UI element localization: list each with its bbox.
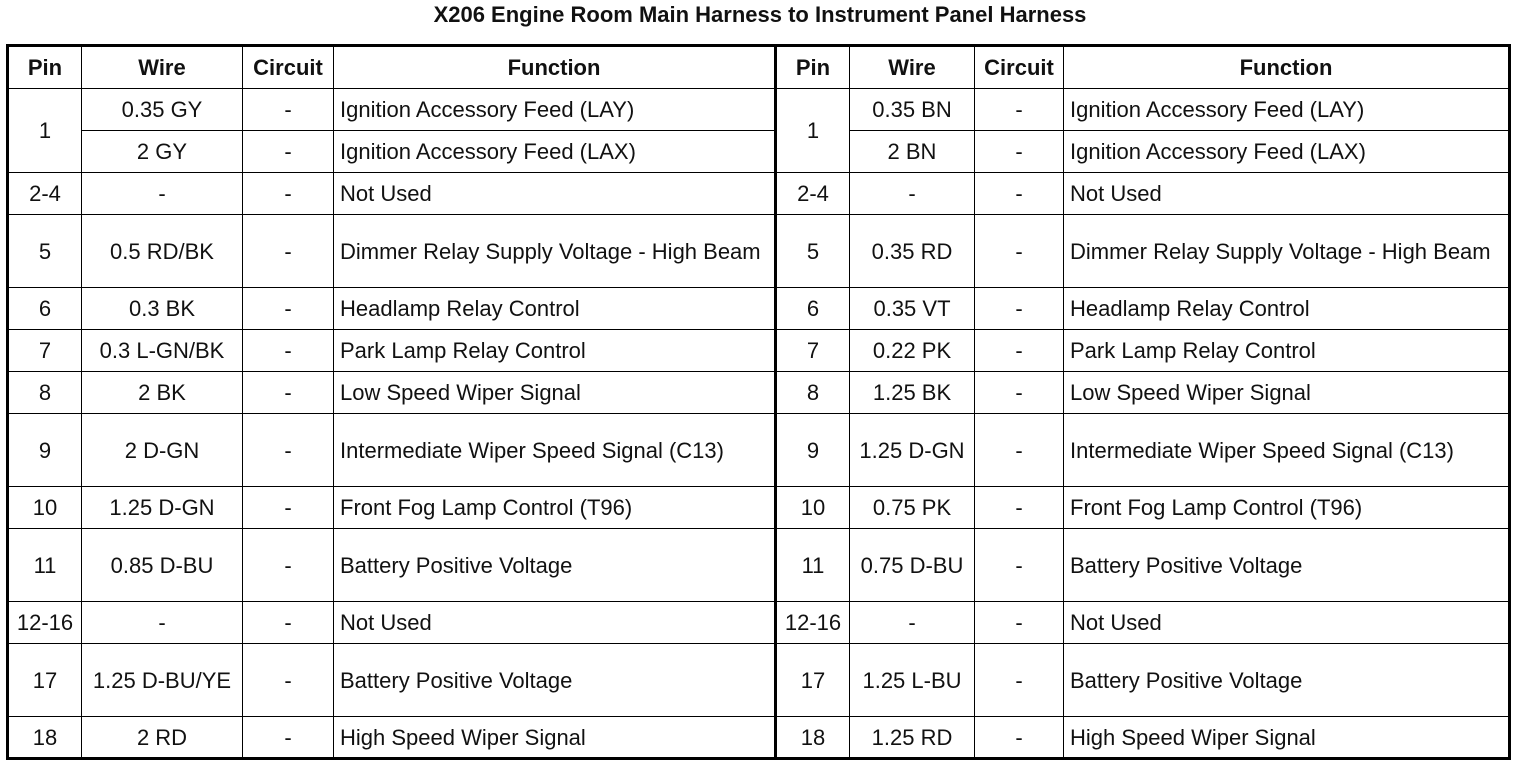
wire-cell: - (850, 602, 975, 644)
wire-cell: 1.25 RD (850, 717, 975, 759)
header-circuit: Circuit (243, 46, 334, 89)
pinout-table (6, 44, 1511, 760)
pin-cell: 1 (776, 89, 850, 173)
table-row (8, 173, 1510, 215)
circuit-cell: - (243, 487, 334, 529)
circuit-cell: - (243, 288, 334, 330)
table-row (8, 644, 1510, 717)
function-cell: Low Speed Wiper Signal (1064, 372, 1510, 414)
wire-cell: 2 D-GN (82, 414, 243, 487)
pin-cell: 9 (8, 414, 82, 487)
table-row (8, 717, 1510, 759)
function-cell: Headlamp Relay Control (334, 288, 776, 330)
table-row (8, 89, 1510, 131)
table-row (8, 372, 1510, 414)
circuit-cell: - (243, 330, 334, 372)
circuit-cell: - (975, 330, 1064, 372)
table-row (8, 602, 1510, 644)
table-row (8, 215, 1510, 288)
wire-cell: 0.35 BN (850, 89, 975, 131)
circuit-cell: - (243, 215, 334, 288)
wire-cell: 0.22 PK (850, 330, 975, 372)
wire-cell: 2 RD (82, 717, 243, 759)
circuit-cell: - (975, 529, 1064, 602)
circuit-cell: - (975, 131, 1064, 173)
pin-cell: 9 (776, 414, 850, 487)
wire-cell: 1.25 D-GN (850, 414, 975, 487)
function-cell: Dimmer Relay Supply Voltage - High Beam (334, 215, 776, 288)
header-pin: Pin (776, 46, 850, 89)
pin-cell: 10 (776, 487, 850, 529)
pin-cell: 17 (776, 644, 850, 717)
circuit-cell: - (243, 529, 334, 602)
pin-cell: 17 (8, 644, 82, 717)
circuit-cell: - (975, 602, 1064, 644)
circuit-cell: - (975, 89, 1064, 131)
function-cell: Ignition Accessory Feed (LAY) (1064, 89, 1510, 131)
function-cell: Dimmer Relay Supply Voltage - High Beam (1064, 215, 1510, 288)
pin-cell: 8 (776, 372, 850, 414)
function-cell: Park Lamp Relay Control (1064, 330, 1510, 372)
wire-cell: 0.85 D-BU (82, 529, 243, 602)
wire-cell: 2 BK (82, 372, 243, 414)
function-cell: Ignition Accessory Feed (LAX) (1064, 131, 1510, 173)
circuit-cell: - (243, 717, 334, 759)
table-row (8, 529, 1510, 602)
function-cell: Park Lamp Relay Control (334, 330, 776, 372)
wire-cell: 1.25 L-BU (850, 644, 975, 717)
wire-cell: 0.3 BK (82, 288, 243, 330)
header-pin: Pin (8, 46, 82, 89)
table-row (8, 487, 1510, 529)
pin-cell: 2-4 (776, 173, 850, 215)
pin-cell: 11 (776, 529, 850, 602)
wire-cell: - (850, 173, 975, 215)
function-cell: Intermediate Wiper Speed Signal (C13) (1064, 414, 1510, 487)
pin-cell: 5 (8, 215, 82, 288)
circuit-cell: - (975, 717, 1064, 759)
page-title: X206 Engine Room Main Harness to Instrument Panel Harness (433, 2, 1087, 27)
pin-cell: 6 (776, 288, 850, 330)
pin-cell: 6 (8, 288, 82, 330)
wire-cell: 2 GY (82, 131, 243, 173)
function-cell: Front Fog Lamp Control (T96) (334, 487, 776, 529)
circuit-cell: - (975, 414, 1064, 487)
wire-cell: 1.25 D-BU/YE (82, 644, 243, 717)
function-cell: Ignition Accessory Feed (LAY) (334, 89, 776, 131)
table-row (8, 131, 1510, 173)
wire-cell: 0.5 RD/BK (82, 215, 243, 288)
pin-cell: 11 (8, 529, 82, 602)
table-row (8, 288, 1510, 330)
wire-cell: 0.3 L-GN/BK (82, 330, 243, 372)
pin-cell: 10 (8, 487, 82, 529)
function-cell: Ignition Accessory Feed (LAX) (334, 131, 776, 173)
wire-cell: 1.25 D-GN (82, 487, 243, 529)
pin-cell: 18 (776, 717, 850, 759)
pin-cell: 12-16 (8, 602, 82, 644)
function-cell: High Speed Wiper Signal (334, 717, 776, 759)
function-cell: High Speed Wiper Signal (1064, 717, 1510, 759)
function-cell: Battery Positive Voltage (1064, 644, 1510, 717)
function-cell: Low Speed Wiper Signal (334, 372, 776, 414)
pin-cell: 18 (8, 717, 82, 759)
header-function: Function (1064, 46, 1510, 89)
wire-cell: 1.25 BK (850, 372, 975, 414)
circuit-cell: - (243, 602, 334, 644)
pin-cell: 7 (8, 330, 82, 372)
wire-cell: - (82, 173, 243, 215)
wire-cell: 0.75 D-BU (850, 529, 975, 602)
pin-cell: 1 (8, 89, 82, 173)
circuit-cell: - (243, 644, 334, 717)
circuit-cell: - (975, 644, 1064, 717)
pin-cell: 5 (776, 215, 850, 288)
circuit-cell: - (243, 372, 334, 414)
circuit-cell: - (243, 414, 334, 487)
circuit-cell: - (975, 215, 1064, 288)
header-wire: Wire (82, 46, 243, 89)
header-wire: Wire (850, 46, 975, 89)
function-cell: Battery Positive Voltage (1064, 529, 1510, 602)
function-cell: Not Used (334, 602, 776, 644)
circuit-cell: - (243, 173, 334, 215)
circuit-cell: - (975, 173, 1064, 215)
pin-cell: 7 (776, 330, 850, 372)
function-cell: Battery Positive Voltage (334, 644, 776, 717)
function-cell: Front Fog Lamp Control (T96) (1064, 487, 1510, 529)
circuit-cell: - (975, 372, 1064, 414)
wire-cell: 0.35 RD (850, 215, 975, 288)
function-cell: Headlamp Relay Control (1064, 288, 1510, 330)
circuit-cell: - (243, 131, 334, 173)
circuit-cell: - (243, 89, 334, 131)
wire-cell: 0.35 VT (850, 288, 975, 330)
wire-cell: 0.75 PK (850, 487, 975, 529)
pin-cell: 12-16 (776, 602, 850, 644)
wire-cell: 2 BN (850, 131, 975, 173)
function-cell: Battery Positive Voltage (334, 529, 776, 602)
function-cell: Not Used (334, 173, 776, 215)
circuit-cell: - (975, 487, 1064, 529)
wire-cell: - (82, 602, 243, 644)
header-function: Function (334, 46, 776, 89)
wire-cell: 0.35 GY (82, 89, 243, 131)
function-cell: Intermediate Wiper Speed Signal (C13) (334, 414, 776, 487)
table-row (8, 330, 1510, 372)
function-cell: Not Used (1064, 602, 1510, 644)
pin-cell: 2-4 (8, 173, 82, 215)
pin-cell: 8 (8, 372, 82, 414)
circuit-cell: - (975, 288, 1064, 330)
function-cell: Not Used (1064, 173, 1510, 215)
header-circuit: Circuit (975, 46, 1064, 89)
header-row (8, 46, 1510, 89)
table-row (8, 414, 1510, 487)
